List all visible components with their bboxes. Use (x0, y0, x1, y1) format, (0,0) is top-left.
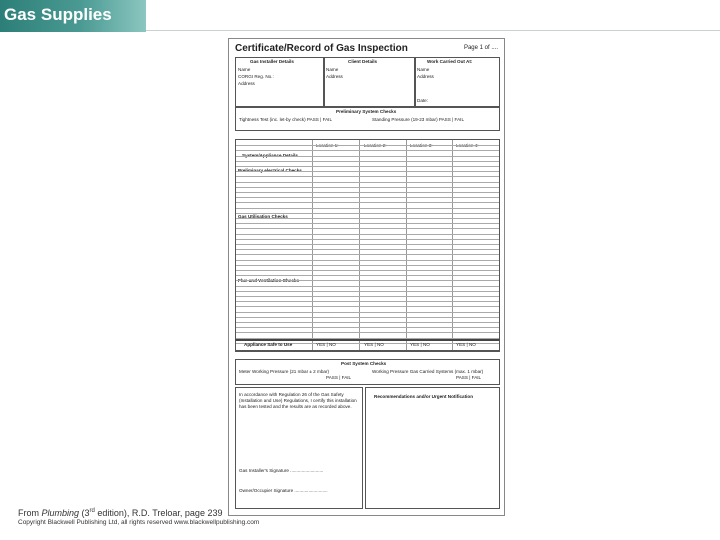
citation-book: Plumbing (41, 508, 80, 518)
table-row-rule (236, 234, 499, 235)
standing-pressure: Standing Pressure (19-23 mbar) PASS | FAIL (372, 117, 465, 122)
prelim-box (235, 107, 500, 131)
table-row-rule (236, 223, 499, 224)
post-box (235, 359, 500, 385)
table-row-rule (236, 332, 499, 333)
safe-value: YES | NO (456, 342, 476, 347)
table-row-rule (236, 260, 499, 261)
table-row-rule (236, 244, 499, 245)
safe-row (235, 339, 500, 352)
installer-header: Gas Installer Details (250, 59, 294, 64)
copyright-notice: Copyright Blackwell Publishing Ltd, all rights reserved www.blackwellpublishing.com (18, 519, 260, 526)
installer-signature: Gas Installer's Signature .......................... (239, 468, 324, 473)
table-row-rule (236, 317, 499, 318)
location-1: Location 1: (316, 143, 339, 148)
source-citation (18, 508, 222, 518)
location-4: Location 4: (456, 143, 479, 148)
citation-rest: edition), R.D. Treloar, page 239 (94, 508, 223, 518)
meter-pressure: Meter Working Pressure (21 mbar ± 2 mbar) (239, 369, 329, 374)
declaration-box (235, 387, 363, 509)
table-row-rule (236, 166, 499, 167)
table-row-rule (236, 254, 499, 255)
table-row-rule (236, 265, 499, 266)
table-row-rule (236, 145, 499, 146)
table-row-rule (236, 275, 499, 276)
table-row-rule (236, 187, 499, 188)
table-row-rule (236, 270, 499, 271)
gas-certificate-image (228, 38, 505, 516)
flue-header: Flue and Ventilation Checks (238, 278, 300, 283)
client-name: Name (326, 67, 339, 72)
installer-box (235, 57, 325, 107)
form-page-number: Page 1 of .... (463, 45, 498, 51)
owner-signature: Owner/Occupier Signature .......................... (239, 488, 328, 493)
work-date: Date: (417, 98, 428, 103)
safe-value: YES | NO (316, 342, 336, 347)
system-details-label: System/Appliance Details (242, 153, 298, 158)
regulation-text: In accordance with Regulation 26 of the Gas Safety (Installation and Use) Regulations, I certify this installation has been tested and the results are as recorded above. (239, 392, 357, 409)
table-row-rule (236, 228, 499, 229)
table-row-rule (236, 171, 499, 172)
table-row-rule (236, 322, 499, 323)
table-row-rule (236, 312, 499, 313)
meter-result: PASS | FAIL (326, 375, 352, 380)
checks-table (235, 139, 500, 351)
working-result: PASS | FAIL (456, 375, 482, 380)
table-row-rule (236, 150, 499, 151)
installer-address: Address (238, 81, 255, 86)
client-box (323, 57, 416, 107)
table-row-rule (236, 218, 499, 219)
gas-util-header: Gas Utilisation Checks (238, 214, 288, 219)
table-row-rule (236, 213, 499, 214)
table-row-rule (236, 182, 499, 183)
prelim-elec-header: Preliminary electrical Checks (238, 168, 302, 173)
citation-prefix: From (18, 508, 42, 518)
table-row-rule (236, 291, 499, 292)
client-header: Client Details (348, 59, 378, 64)
work-name: Name (417, 67, 430, 72)
table-row-rule (236, 156, 499, 157)
safe-value: YES | NO (364, 342, 384, 347)
table-row-rule (236, 161, 499, 162)
safe-value: YES | NO (410, 342, 430, 347)
work-box (414, 57, 500, 107)
table-row-rule (236, 208, 499, 209)
tightness-test: Tightness Test (inc. let-by check) PASS | FAIL (239, 117, 333, 122)
table-row-rule (236, 197, 499, 198)
recommendations-box (365, 387, 500, 509)
table-row-rule (236, 176, 499, 177)
citation-edition: (3 (79, 508, 90, 518)
slide-title-bar (0, 0, 146, 32)
table-row-rule (236, 301, 499, 302)
prelim-header: Preliminary System Checks (336, 109, 397, 114)
slide-title: Gas Supplies (4, 5, 112, 24)
table-row-rule (236, 296, 499, 297)
location-2: Location 2: (364, 143, 387, 148)
table-row-rule (236, 306, 499, 307)
table-row-rule (236, 327, 499, 328)
form-title: Certificate/Record of Gas Inspection (235, 43, 408, 54)
installer-corgi: CORGI Reg. No.: (238, 74, 274, 79)
post-header: Post System Checks (341, 361, 387, 366)
recommendations-header: Recommendations and/or Urgent Notification (374, 394, 474, 399)
table-row-rule (236, 239, 499, 240)
work-address: Address (417, 74, 434, 79)
citation-sup: rd (89, 508, 95, 514)
table-row-rule (236, 192, 499, 193)
title-divider (146, 30, 720, 31)
table-row-rule (236, 280, 499, 281)
safe-label: Appliance Safe to Use (244, 342, 293, 347)
installer-name: Name (238, 67, 251, 72)
working-pressure: Working Pressure Gas Carried Systems (max. 1 mbar) (372, 369, 484, 374)
table-row-rule (236, 286, 499, 287)
table-row-rule (236, 202, 499, 203)
location-3: Location 3: (410, 143, 433, 148)
client-address: Address (326, 74, 343, 79)
work-header: Work Carried Out At: (427, 59, 473, 64)
table-row-rule (236, 249, 499, 250)
